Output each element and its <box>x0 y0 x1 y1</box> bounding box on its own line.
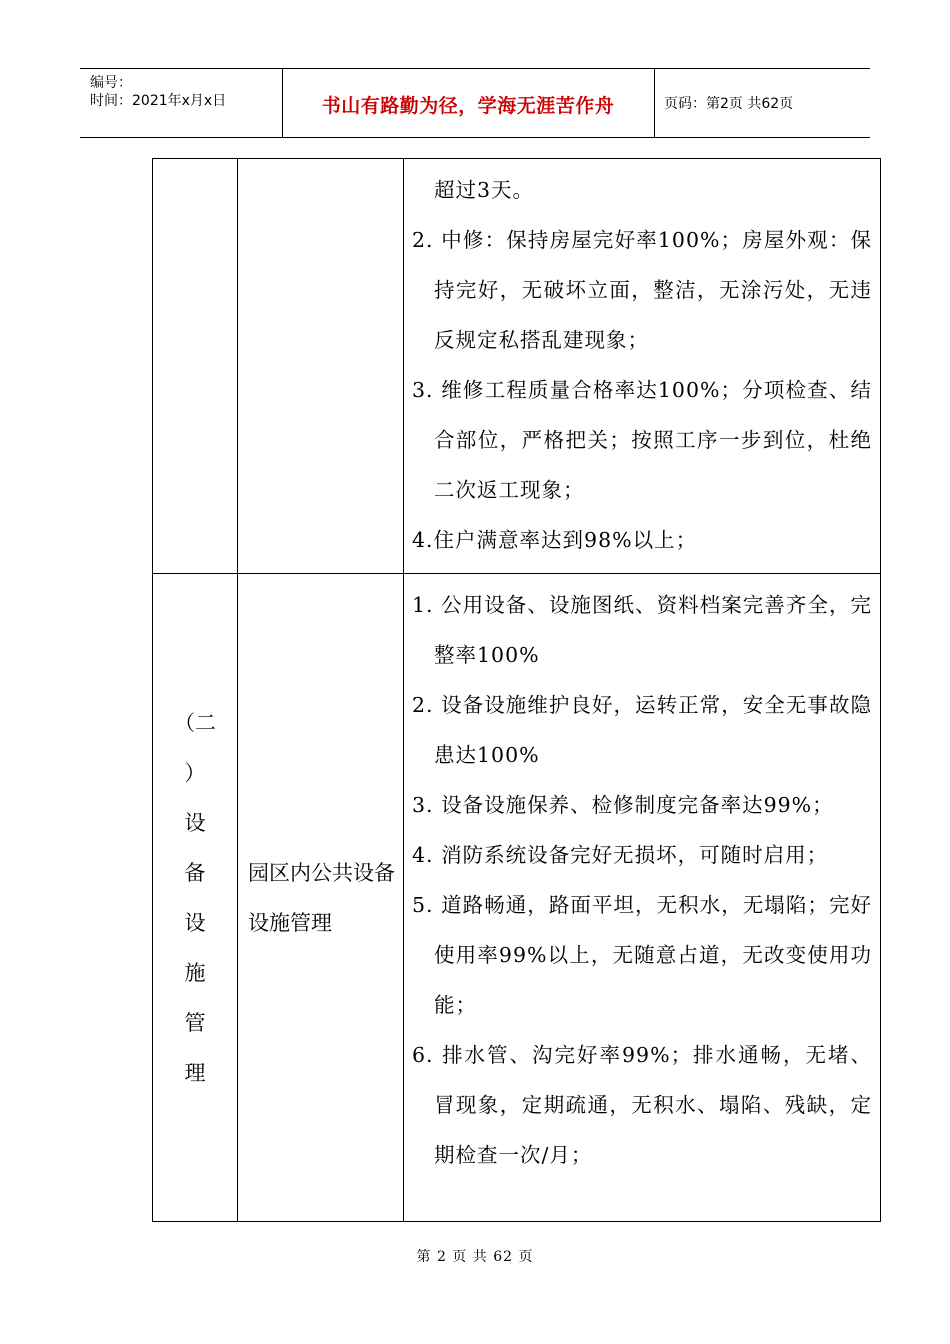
list-item: 2. 设备设施维护良好，运转正常，安全无事故隐患达100% <box>412 693 872 767</box>
list-item: 6. 排水管、沟完好率99%；排水通畅，无堵、冒现象，定期疏通，无积水、塌陷、残缺，定期检查一次/月； <box>412 1043 872 1167</box>
page-footer: 第 2 页 共 62 页 <box>416 1249 534 1265</box>
requirements-cell <box>404 159 881 574</box>
category-cell <box>153 159 238 574</box>
category-text: （二 ） 设 备 设 施 管 理 <box>174 710 216 1085</box>
subcategory-cell <box>238 159 404 574</box>
list-item: 3. 维修工程质量合格率达100%；分项检查、结合部位，严格把关；按照工序一步到位，杜绝二次返工现象； <box>412 378 872 502</box>
subcategory-cell <box>238 574 404 1222</box>
header-page-cell <box>654 69 870 137</box>
number-label: 编号： <box>90 75 132 91</box>
page-header <box>80 68 870 138</box>
list-item: 1. 公用设备、设施图纸、资料档案完善齐全，完整率100% <box>412 593 872 667</box>
table-row <box>153 159 881 574</box>
header-meta-cell <box>80 69 283 137</box>
list-item: 超过3天。 <box>434 178 535 202</box>
list-item: 2. 中修：保持房屋完好率100%；房屋外观：保持完好，无破坏立面，整洁，无涂污处，无违反规定私搭乱建现象； <box>412 228 872 352</box>
list-item: 4.住户满意率达到98%以上； <box>412 528 698 552</box>
requirements-cell <box>404 574 881 1222</box>
header-motto-cell <box>282 69 655 137</box>
time-label: 时间：2021年x月x日 <box>90 93 227 109</box>
motto: 书山有路勤为径，学海无涯苦作舟 <box>321 95 615 117</box>
page-info: 页码：第2页 共62页 <box>664 96 794 112</box>
standards-table <box>152 158 881 1222</box>
category-cell <box>153 574 238 1222</box>
list-item: 5. 道路畅通，路面平坦，无积水，无塌陷；完好使用率99%以上，无随意占道，无改变使用功能； <box>412 893 872 1017</box>
subcategory-text: 园区内公共设备设施管理 <box>248 860 395 935</box>
table-row <box>153 574 881 1222</box>
list-item: 4. 消防系统设备完好无损坏，可随时启用； <box>412 843 829 867</box>
list-item: 3. 设备设施保养、检修制度完备率达99%； <box>412 793 834 817</box>
